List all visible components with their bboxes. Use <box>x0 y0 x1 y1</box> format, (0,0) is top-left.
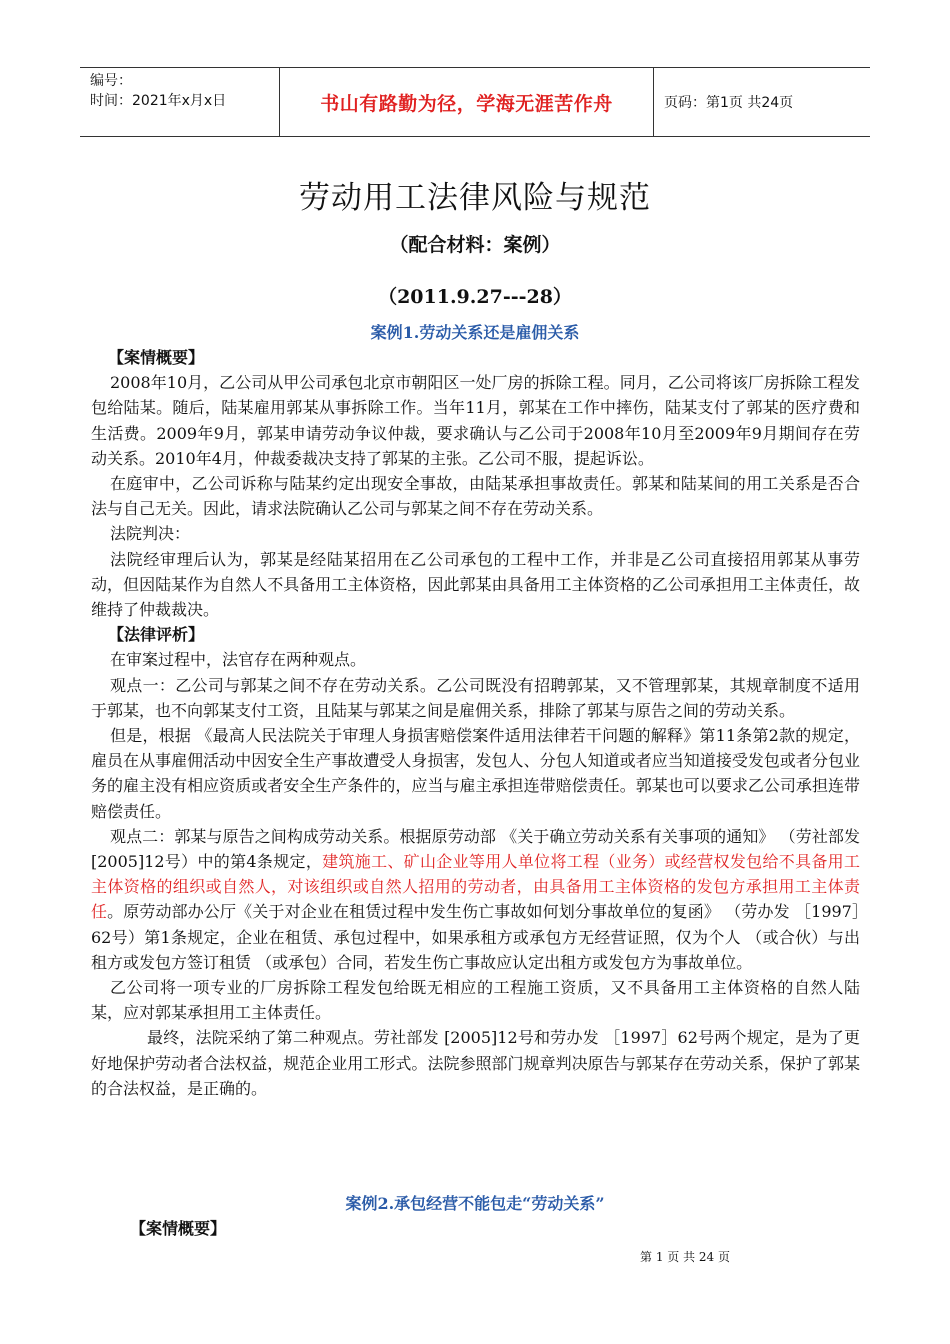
case1-paragraph-7: 但是，根据 《最高人民法院关于审理人身损害赔偿案件适用法律若干问题的解释》第11条第2款的规定，雇员在从事雇佣活动中因安全生产事故遭受人身损害，发包人、分包人知道或者应当知道接受发包或者分包业务的雇主没有相应资质或者安全生产条件的，应当与雇主承担连带赔偿责任。郭某也可以要求乙公司承担连带赔偿责任。 <box>91 726 860 821</box>
header-meta <box>80 68 280 136</box>
case1-paragraph-3: 法院判决： <box>110 524 191 544</box>
case1-paragraph-8-part-b: 。原劳动部办公厅《关于对企业在租赁过程中发生伤亡事故如何划分事故单位的复函》 （劳办发 ［1997］62号）第1条规定，企业在租赁、承包过程中，如果承租方或承包方无经营证照，仅为个人 （或合伙）与出租方或发包方签订租赁 （或承包）合同，若发生伤亡事故应认定出租方或发包方为事故单位。 <box>91 902 860 972</box>
page-footer: 第 1 页 共 24 页 <box>640 1250 730 1264</box>
case1-paragraph-8-part-a: 观点二：郭某与原告之间构成劳动关系。根据原劳动部 《关于确立劳动关系有关事项的通知》 （劳社部发 [2005]12号）中的第4条规定， <box>91 826 860 872</box>
header-page-number: 页码：第1页 共24页 <box>664 95 794 111</box>
case2-summary-heading: 【案情概要】 <box>130 1219 227 1238</box>
page-header <box>80 67 870 137</box>
case1-paragraph-4: 法院经审理后认为，郭某是经陆某招用在乙公司承包的工程中工作，并非是乙公司直接招用郭某从事劳动，但因陆某作为自然人不具备用工主体资格，因此郭某由具备用工主体资格的乙公司承担用工主体责任，故维持了仲裁裁决。 <box>91 549 860 620</box>
document-subtitle: （配合材料：案例） <box>389 234 561 256</box>
case2-title: 案例2.承包经营不能包走“劳动关系” <box>345 1194 605 1213</box>
case1-paragraph-5: 在审案过程中，法官存在两种观点。 <box>110 650 367 670</box>
case1-summary-heading: 【案情概要】 <box>108 348 205 367</box>
case1-paragraph-9: 乙公司将一项专业的厂房拆除工程发包给既无相应的工程施工资质，又不具备用工主体资格的自然人陆某，应对郭某承担用工主体责任。 <box>91 978 860 1023</box>
case1-paragraph-2: 在庭审中，乙公司诉称与陆某约定出现安全事故，由陆某承担事故责任。郭某和陆某间的用工关系是否合法与自己无关。因此，请求法院确认乙公司与郭某之间不存在劳动关系。 <box>91 474 860 519</box>
case1-paragraph-8 <box>91 824 860 975</box>
case1-paragraph-10: 最终，法院采纳了第二种观点。劳社部发 [2005]12号和劳办发 ［1997］62号两个规定，是为了更好地保护劳动者合法权益，规范企业用工形式。法院参照部门规章判决原告与郭某存在劳动关系，保护了郭某的合法权益，是正确的。 <box>91 1028 860 1098</box>
case1-title: 案例1.劳动关系还是雇佣关系 <box>370 323 580 342</box>
case1-paragraph-8-highlight: 建筑施工、矿山企业等用人单位将工程（业务）或经营权发包给不具备用工主体资格的组织或自然人，对该组织或自然人招用的劳动者，由具备用工主体资格的发包方承担用工主体责任 <box>91 852 860 922</box>
time-label: 时间：2021年x月x日 <box>90 93 227 109</box>
document-date: （2011.9.27---28） <box>378 286 572 308</box>
document-title: 劳动用工法律风险与规范 <box>299 180 651 216</box>
case1-paragraph-1: 2008年10月，乙公司从甲公司承包北京市朝阳区一处厂房的拆除工程。同月，乙公司将该厂房拆除工程发包给陆某。随后，陆某雇用郭某从事拆除工作。当年11月，郭某在工作中摔伤，陆某支付了郭某的医疗费和生活费。2009年9月，郭某申请劳动争议仲裁，要求确认与乙公司于2008年10月至2009年9月期间存在劳动关系。2010年4月，仲裁委裁决支持了郭某的主张。乙公司不服，提起诉讼。 <box>91 373 860 468</box>
header-motto: 书山有路勤为径，学海无涯苦作舟 <box>280 68 654 136</box>
case1-body <box>91 348 860 1101</box>
number-label: 编号： <box>90 73 132 89</box>
case1-analysis-heading: 【法律评析】 <box>108 625 205 645</box>
case1-paragraph-6: 观点一：乙公司与郭某之间不存在劳动关系。乙公司既没有招聘郭某，又不管理郭某，其规章制度不适用于郭某，也不向郭某支付工资，且陆某与郭某之间是雇佣关系，排除了郭某与原告之间的劳动关系。 <box>91 675 860 720</box>
